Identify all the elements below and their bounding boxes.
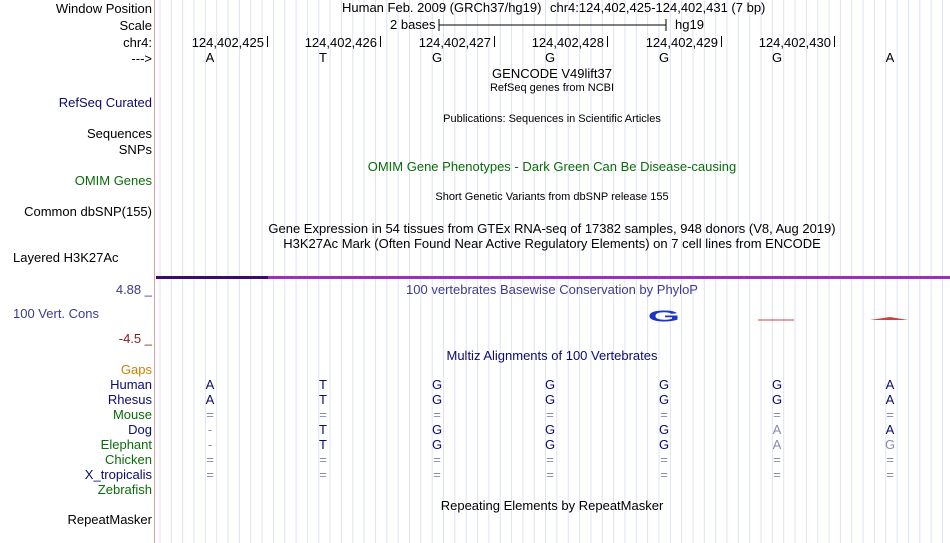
alignment-base: G <box>658 392 670 407</box>
alignment-base: = <box>660 452 668 467</box>
alignment-base: T <box>319 437 327 452</box>
species-label-zebrafish[interactable]: Zebrafish <box>97 482 152 497</box>
dbsnp-track-label[interactable]: Common dbSNP(155) <box>24 204 152 219</box>
chrom-label: chr4: <box>123 35 152 50</box>
alignment-base: = <box>433 467 441 482</box>
species-label-chicken[interactable]: Chicken <box>105 452 152 467</box>
alignment-base: = <box>773 452 781 467</box>
alignment-base: = <box>660 407 668 422</box>
alignment-base: G <box>544 377 556 392</box>
alignment-base: = <box>773 407 781 422</box>
cons-max-label: 4.88 _ <box>115 282 152 297</box>
phylop-signal <box>640 303 920 329</box>
track-label-divider <box>154 0 155 543</box>
reference-base: G <box>771 50 783 65</box>
alignment-base: A <box>885 392 895 407</box>
alignment-base: G <box>658 437 670 452</box>
alignment-base: T <box>319 392 327 407</box>
window-position-label: Window Position <box>55 1 152 16</box>
snps-track-label[interactable]: SNPs <box>118 142 152 157</box>
coordinate-tick <box>607 36 608 47</box>
gtex-track-title[interactable]: Gene Expression in 54 tissues from GTEx RNA-seq of 17382 samples, 948 donors (V8, Aug 2019) <box>268 221 836 236</box>
alignment-base: = <box>206 467 214 482</box>
scale-label: Scale <box>119 18 152 33</box>
reference-base: G <box>658 50 670 65</box>
h3k27ac-track-label[interactable]: Layered H3K27Ac <box>13 250 119 265</box>
reference-base: T <box>319 50 327 65</box>
phylop-negative-peak <box>870 317 908 320</box>
alignment-base: G <box>544 392 556 407</box>
alignment-base: A <box>885 377 895 392</box>
coordinate-tick <box>267 36 268 47</box>
alignment-base: = <box>319 452 327 467</box>
species-label-mouse[interactable]: Mouse <box>112 407 152 422</box>
assembly-title: Human Feb. 2009 (GRCh37/hg19) <box>342 0 542 15</box>
alignment-base: A <box>205 392 215 407</box>
refseq-track-label[interactable]: RefSeq Curated <box>58 95 152 110</box>
alignment-base: G <box>658 377 670 392</box>
alignment-base: = <box>886 452 894 467</box>
h3k27ac-track-title[interactable]: H3K27Ac Mark (Often Found Near Active Regulatory Elements) on 7 cell lines from ENCODE <box>283 236 821 251</box>
gencode-track-title[interactable]: GENCODE V49lift37 <box>492 66 612 81</box>
alignment-base: = <box>433 452 441 467</box>
alignment-base: G <box>431 437 443 452</box>
alignment-base: G <box>431 377 443 392</box>
reference-base: G <box>431 50 443 65</box>
species-label-rhesus[interactable]: Rhesus <box>107 392 152 407</box>
repeatmasker-track-label[interactable]: RepeatMasker <box>67 512 152 527</box>
alignment-base: G <box>771 392 783 407</box>
dbsnp-track-title[interactable]: Short Genetic Variants from dbSNP release 155 <box>435 191 669 203</box>
alignment-base: - <box>207 422 213 437</box>
cons-min-label: -4.5 _ <box>118 331 152 346</box>
coordinate-tick <box>834 36 835 47</box>
alignment-base: = <box>546 452 554 467</box>
species-label-dog[interactable]: Dog <box>128 422 152 437</box>
phylop-letter-g: G <box>647 307 681 326</box>
multiz-track-title[interactable]: Multiz Alignments of 100 Vertebrates <box>446 348 658 363</box>
coordinate-label: 124,402,430 <box>758 35 831 50</box>
omim-track-title[interactable]: OMIM Gene Phenotypes - Dark Green Can Be Disease-causing <box>367 159 737 174</box>
alignment-base: = <box>546 407 554 422</box>
alignment-base: = <box>546 467 554 482</box>
refseq-track-title[interactable]: RefSeq genes from NCBI <box>489 82 615 94</box>
cons-track-label[interactable]: 100 Vert. Cons <box>13 306 99 321</box>
scale-bar <box>438 17 668 33</box>
reference-base: A <box>885 50 895 65</box>
alignment-base: = <box>206 407 214 422</box>
coordinate-tick <box>721 36 722 47</box>
position-title: chr4:124,402,425-124,402,431 (7 bp) <box>550 0 766 15</box>
alignment-base: - <box>207 437 213 452</box>
alignment-base: G <box>544 437 556 452</box>
alignment-base: = <box>319 467 327 482</box>
coordinate-label: 124,402,425 <box>191 35 264 50</box>
alignment-base: G <box>544 422 556 437</box>
coordinate-tick <box>494 36 495 47</box>
alignment-base: = <box>773 467 781 482</box>
coordinate-label: 124,402,429 <box>645 35 718 50</box>
sequences-track-label[interactable]: Sequences <box>86 126 152 141</box>
omim-track-label[interactable]: OMIM Genes <box>74 173 152 188</box>
scale-db: hg19 <box>675 17 704 32</box>
alignment-base: G <box>431 422 443 437</box>
coordinate-label: 124,402,426 <box>304 35 377 50</box>
scale-text: 2 bases <box>390 17 436 32</box>
h3k27ac-signal-peak <box>156 276 268 279</box>
reference-base: A <box>205 50 215 65</box>
coordinate-label: 124,402,427 <box>418 35 491 50</box>
alignment-base: = <box>886 467 894 482</box>
species-label-x_tropicalis[interactable]: X_tropicalis <box>84 467 152 482</box>
alignment-base: G <box>771 377 783 392</box>
species-label-human[interactable]: Human <box>110 377 152 392</box>
alignment-base: T <box>319 377 327 392</box>
coordinate-tick <box>380 36 381 47</box>
alignment-base: A <box>772 422 782 437</box>
alignment-base: T <box>319 422 327 437</box>
alignment-base: G <box>431 392 443 407</box>
alignment-base: = <box>319 407 327 422</box>
alignment-base: = <box>433 407 441 422</box>
repeatmasker-track-title[interactable]: Repeating Elements by RepeatMasker <box>440 498 664 513</box>
alignment-base: = <box>660 467 668 482</box>
gaps-track-label[interactable]: Gaps <box>120 362 152 377</box>
h3k27ac-signal-bar <box>156 276 950 279</box>
strand-label: ---> <box>131 51 152 66</box>
alignment-base: = <box>886 407 894 422</box>
species-label-elephant[interactable]: Elephant <box>100 437 152 452</box>
publications-track-title[interactable]: Publications: Sequences in Scientific Articles <box>443 113 661 125</box>
alignment-base: A <box>885 422 895 437</box>
reference-base: G <box>544 50 556 65</box>
coordinate-label: 124,402,428 <box>531 35 604 50</box>
alignment-base: = <box>206 452 214 467</box>
alignment-base: A <box>205 377 215 392</box>
alignment-base: G <box>884 437 896 452</box>
phylop-track-title[interactable]: 100 vertebrates Basewise Conservation by PhyloP <box>406 282 698 297</box>
alignment-base: G <box>658 422 670 437</box>
alignment-base: A <box>772 437 782 452</box>
